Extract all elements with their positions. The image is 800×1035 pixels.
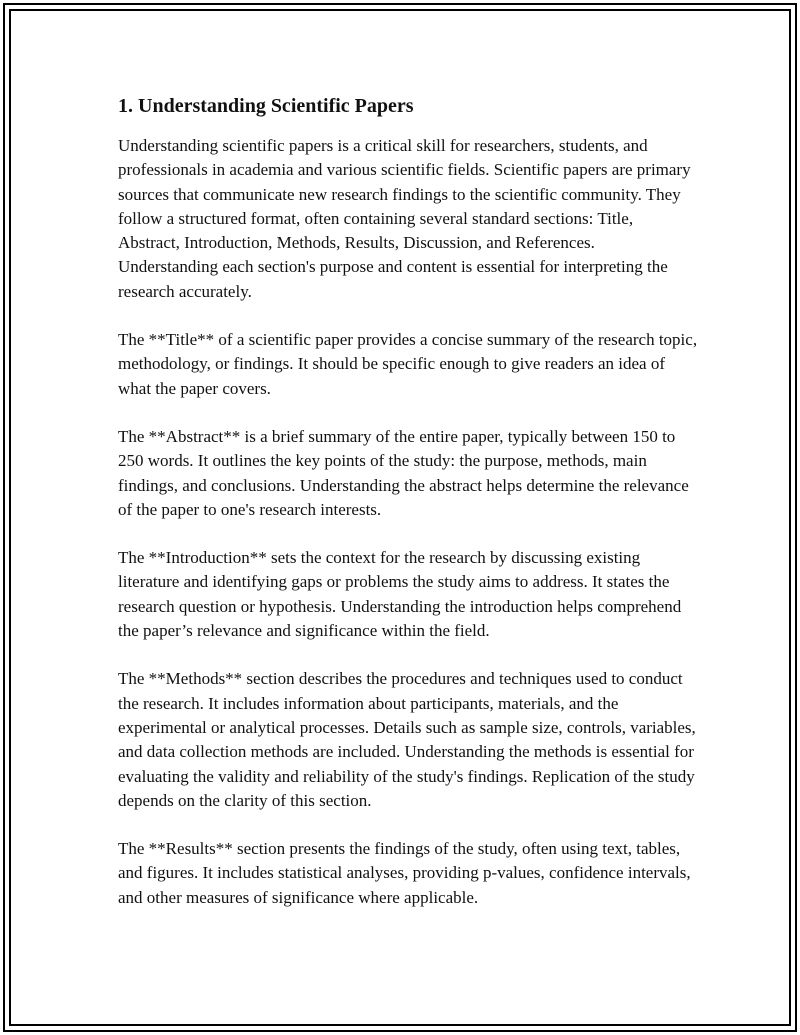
abstract-paragraph: The **Abstract** is a brief summary of the entire paper, typically between 150 to 250 words. It outlines the key points of the study: the purpose, methods, main findings, and conclusions. Understanding the abstract helps determine the relevance of the paper to one's research interests. [118,426,689,519]
introduction-paragraph: The **Introduction** sets the context for the research by discussing existing literature and identifying gaps or problems the study aims to address. It states the research question or hypothesis. Understanding the introduction helps comprehend the paper’s relevance and significance within the field. [118,548,682,641]
document-body [118,92,698,934]
title-paragraph: The **Title** of a scientific paper provides a concise summary of the research topic, methodology, or findings. It should be specific enough to give readers an idea of what the paper covers. [118,330,698,398]
section-heading: 1. Understanding Scientific Papers [118,95,414,117]
methods-paragraph: The **Methods** section describes the procedures and techniques used to conduct the research. It includes information about participants, materials, and the experimental or analytical processes. Details such as sample size, controls, variables, and data collection methods are included. Understanding the methods is essential for evaluating the validity and reliability of the study's findings. Replication of the study depends on the clarity of this section. [118,669,696,810]
results-paragraph: The **Results** section presents the findings of the study, often using text, tables, and figures. It includes statistical analyses, providing p-values, confidence intervals, and other measures of significance where applicable. [118,839,691,907]
intro-paragraph: Understanding scientific papers is a critical skill for researchers, students, and professionals in academia and various scientific fields. Scientific papers are primary sources that communicate new research findings to the scientific community. They follow a structured format, often containing several standard sections: Title, Abstract, Introduction, Methods, Results, Discussion, and References. Understanding each section's purpose and content is essential for interpreting the research accurately. [118,136,691,301]
